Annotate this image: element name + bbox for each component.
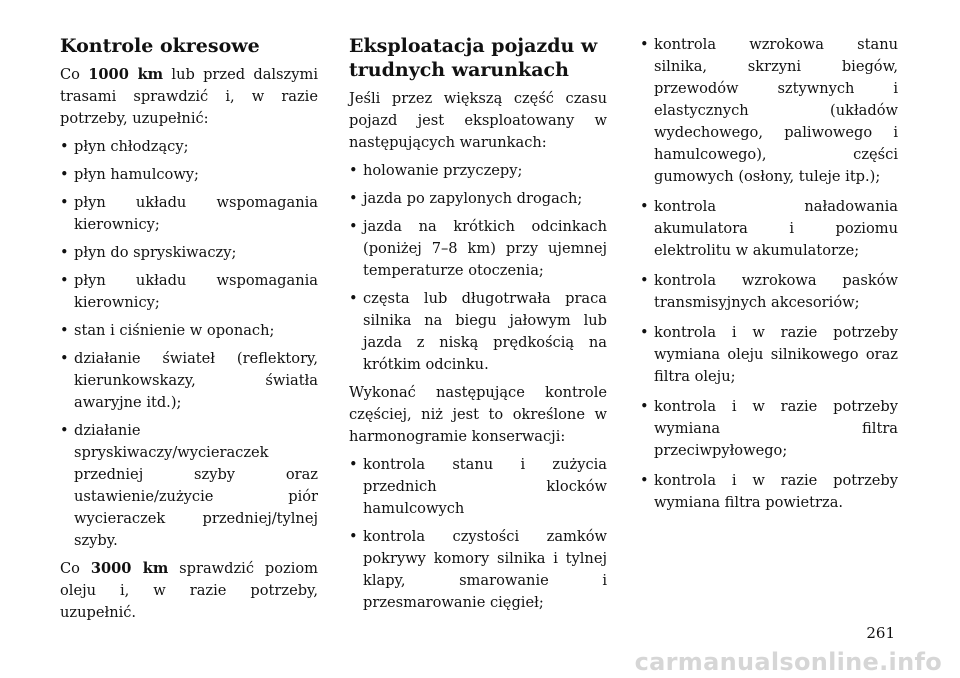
bullet: •	[60, 138, 69, 155]
column-periodic-checks	[60, 34, 318, 630]
list-item	[640, 34, 898, 188]
bullet: •	[60, 322, 69, 339]
list-item-text: kontrola stanu i zużycia przednich klocków hamulcowych	[363, 456, 607, 517]
severe-checks-list	[349, 454, 607, 614]
bullet: •	[640, 198, 649, 215]
list-item-text: częsta lub długotrwała praca silnika na biegu jałowym lub jazda z niską prędkością na krótkim odcinku.	[363, 290, 607, 373]
list-item	[60, 348, 318, 414]
heading-severe-conditions: Eksploatacja pojazdu w trudnych warunkach	[349, 35, 598, 81]
list-item-text: kontrola czystości zamków pokrywy komory silnika i tylnej klapy, smarowanie i przesmarowanie cięgieł;	[363, 528, 607, 611]
list-item	[640, 470, 898, 514]
bullet: •	[349, 162, 358, 179]
list-item	[60, 136, 318, 158]
column-severe-checks-continued	[640, 34, 898, 522]
list-item	[349, 288, 607, 376]
list-item	[349, 216, 607, 282]
outro-paragraph	[60, 558, 318, 624]
list-item-text: kontrola i w razie potrzeby wymiana oleju silnikowego oraz filtra oleju;	[654, 324, 898, 385]
list-item-text: kontrola naładowania akumulatora i poziomu elektrolitu w akumulatorze;	[654, 198, 898, 259]
severe-conditions-list	[349, 160, 607, 376]
intro-distance: 1000 km	[88, 66, 164, 83]
list-item	[640, 396, 898, 462]
watermark: carmanualsonline.info	[634, 648, 942, 676]
outro-prefix: Co	[60, 560, 91, 577]
severe-intro-paragraph: Jeśli przez większą część czasu pojazd jest eksploatowany w następujących warunkach:	[349, 90, 607, 151]
list-item	[60, 420, 318, 552]
outro-distance: 3000 km	[90, 560, 169, 577]
bullet: •	[60, 194, 69, 211]
bullet: •	[60, 272, 69, 289]
list-item-text: kontrola wzrokowa pasków transmisyjnych akcesoriów;	[654, 272, 898, 311]
column-severe-conditions	[349, 34, 607, 620]
bullet: •	[60, 350, 69, 367]
severe-checks-continued-list	[640, 34, 898, 514]
bullet: •	[349, 218, 358, 235]
list-item-text: kontrola i w razie potrzeby wymiana filtra przeciwpyłowego;	[654, 398, 898, 459]
outro-suffix: sprawdzić poziom oleju i, w razie potrzeby, uzupełnić.	[60, 560, 318, 621]
list-item	[640, 196, 898, 262]
list-item-text: stan i ciśnienie w oponach;	[74, 322, 275, 339]
bullet: •	[349, 528, 358, 545]
list-item	[60, 192, 318, 236]
bullet: •	[640, 36, 649, 53]
bullet: •	[349, 190, 358, 207]
bullet: •	[60, 422, 69, 439]
list-item	[640, 322, 898, 388]
bullet: •	[349, 456, 358, 473]
list-item	[349, 526, 607, 614]
intro-paragraph	[60, 64, 318, 130]
intro-suffix: lub przed dalszymi trasami sprawdzić i, w razie potrzeby, uzupełnić:	[60, 66, 318, 127]
bullet: •	[640, 472, 649, 489]
list-item-text: działanie świateł (reflektory, kierunkowskazy, światła awaryjne itd.);	[74, 350, 318, 411]
list-item	[349, 454, 607, 520]
list-item-text: płyn układu wspomagania kierownicy;	[74, 272, 318, 311]
bullet: •	[60, 166, 69, 183]
bullet: •	[60, 244, 69, 261]
list-item-text: płyn układu wspomagania kierownicy;	[74, 194, 318, 233]
list-item-text: płyn hamulcowy;	[74, 166, 199, 183]
list-item-text: płyn do spryskiwaczy;	[74, 244, 237, 261]
page-number: 261	[866, 624, 895, 642]
list-item-text: działanie spryskiwaczy/wycieraczek przedniej szyby oraz ustawienie/zużycie piór wycieraczek przedniej/tylnej szyby.	[74, 422, 318, 549]
list-item-text: holowanie przyczepy;	[363, 162, 523, 179]
bullet: •	[640, 324, 649, 341]
list-item-text: kontrola wzrokowa stanu silnika, skrzyni biegów, przewodów sztywnych i elastycznych (układów wydechowego, paliwowego i hamulcowego), części gumowych (osłony, tuleje itp.);	[654, 36, 898, 185]
severe-middle-paragraph: Wykonać następujące kontrole częściej, niż jest to określone w harmonogramie konserwacji:	[349, 384, 607, 445]
list-item	[640, 270, 898, 314]
list-item-text: kontrola i w razie potrzeby wymiana filtra powietrza.	[654, 472, 898, 511]
list-item	[60, 320, 318, 342]
list-item	[60, 270, 318, 314]
list-item	[349, 160, 607, 182]
list-item-text: jazda na krótkich odcinkach (poniżej 7–8 km) przy ujemnej temperaturze otoczenia;	[363, 218, 607, 279]
list-item	[349, 188, 607, 210]
intro-prefix: Co	[60, 66, 89, 83]
list-item	[60, 164, 318, 186]
bullet: •	[640, 398, 649, 415]
heading-periodic-checks: Kontrole okresowe	[60, 35, 260, 57]
list-item-text: jazda po zapylonych drogach;	[363, 190, 583, 207]
list-item	[60, 242, 318, 264]
list-item-text: płyn chłodzący;	[74, 138, 189, 155]
periodic-checks-list	[60, 136, 318, 552]
bullet: •	[640, 272, 649, 289]
bullet: •	[349, 290, 358, 307]
